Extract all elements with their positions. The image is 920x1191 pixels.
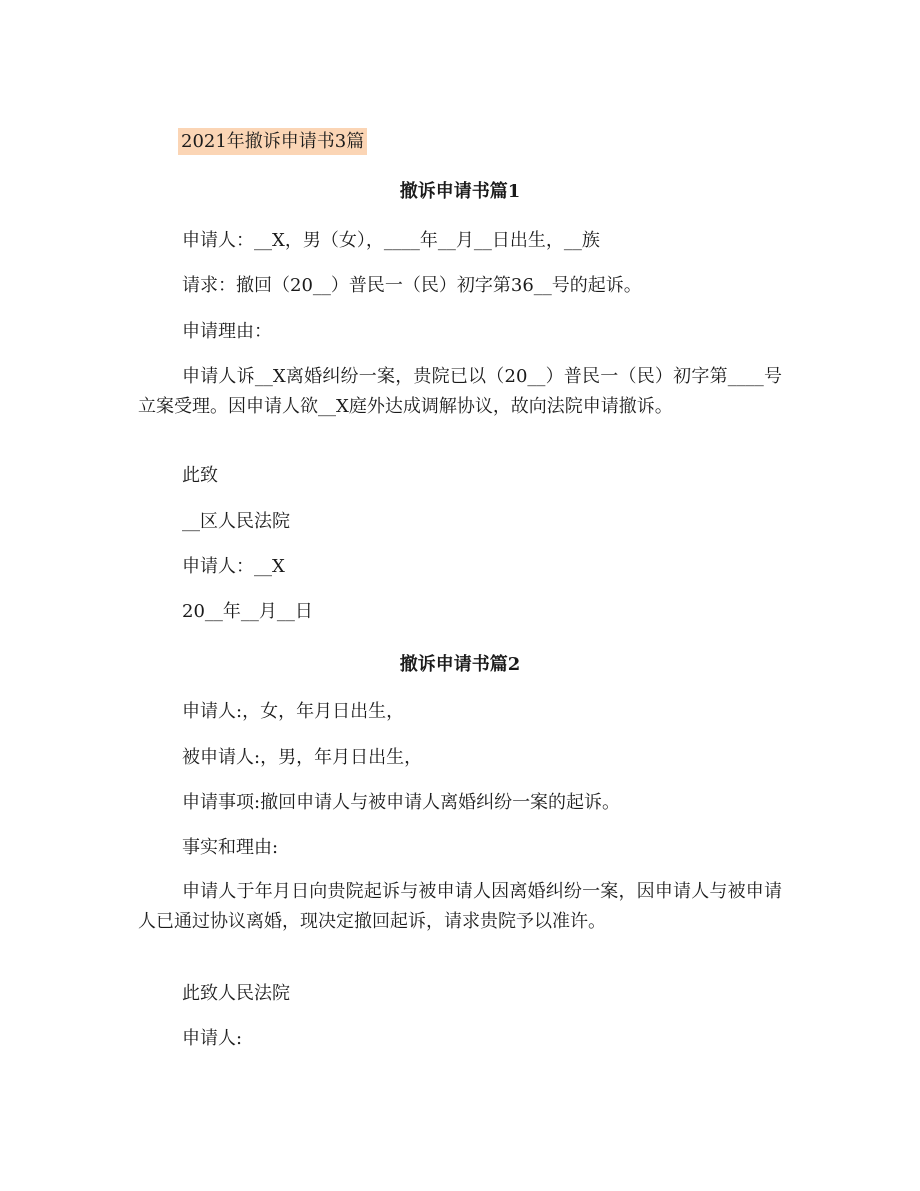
respondent-line: 被申请人:，男，年月日出生， (182, 747, 423, 768)
date-line: 20__年__月__日 (182, 601, 313, 622)
applicant-line: 申请人:，女，年月日出生， (182, 701, 405, 722)
signature-line: 申请人: (182, 1028, 243, 1049)
applicant-line: 申请人：__X，男（女），____年__月__日出生，__族 (182, 230, 600, 251)
court-name: __区人民法院 (182, 511, 290, 532)
matter-line: 申请事项:撤回申请人与被申请人离婚纠纷一案的起诉。 (182, 792, 621, 813)
salutation-court: 此致人民法院 (182, 983, 290, 1004)
facts-paragraph: 申请人于年月日向贵院起诉与被申请人因离婚纠纷一案，因申请人与被申请人已通过协议离婚，现决定撤回起诉，请求贵院予以准许。 (138, 881, 782, 932)
signature-line: 申请人：__X (182, 556, 285, 577)
request-line: 请求：撤回（20__）普民一（民）初字第36__号的起诉。 (182, 275, 642, 296)
reason-paragraph: 申请人诉__X离婚纠纷一案，贵院已以（20__）普民一（民）初字第____号立案受理。因申请人欲__X庭外达成调解协议，故向法院申请撤诉。 (138, 366, 782, 417)
reason-label: 申请理由： (182, 321, 272, 342)
document-title: 2021年撤诉申请书3篇 (178, 128, 367, 155)
facts-label: 事实和理由: (182, 837, 279, 858)
section-heading-1: 撤诉申请书篇1 (399, 181, 521, 202)
section-heading-2: 撤诉申请书篇2 (399, 654, 521, 675)
salutation: 此致 (182, 465, 218, 486)
